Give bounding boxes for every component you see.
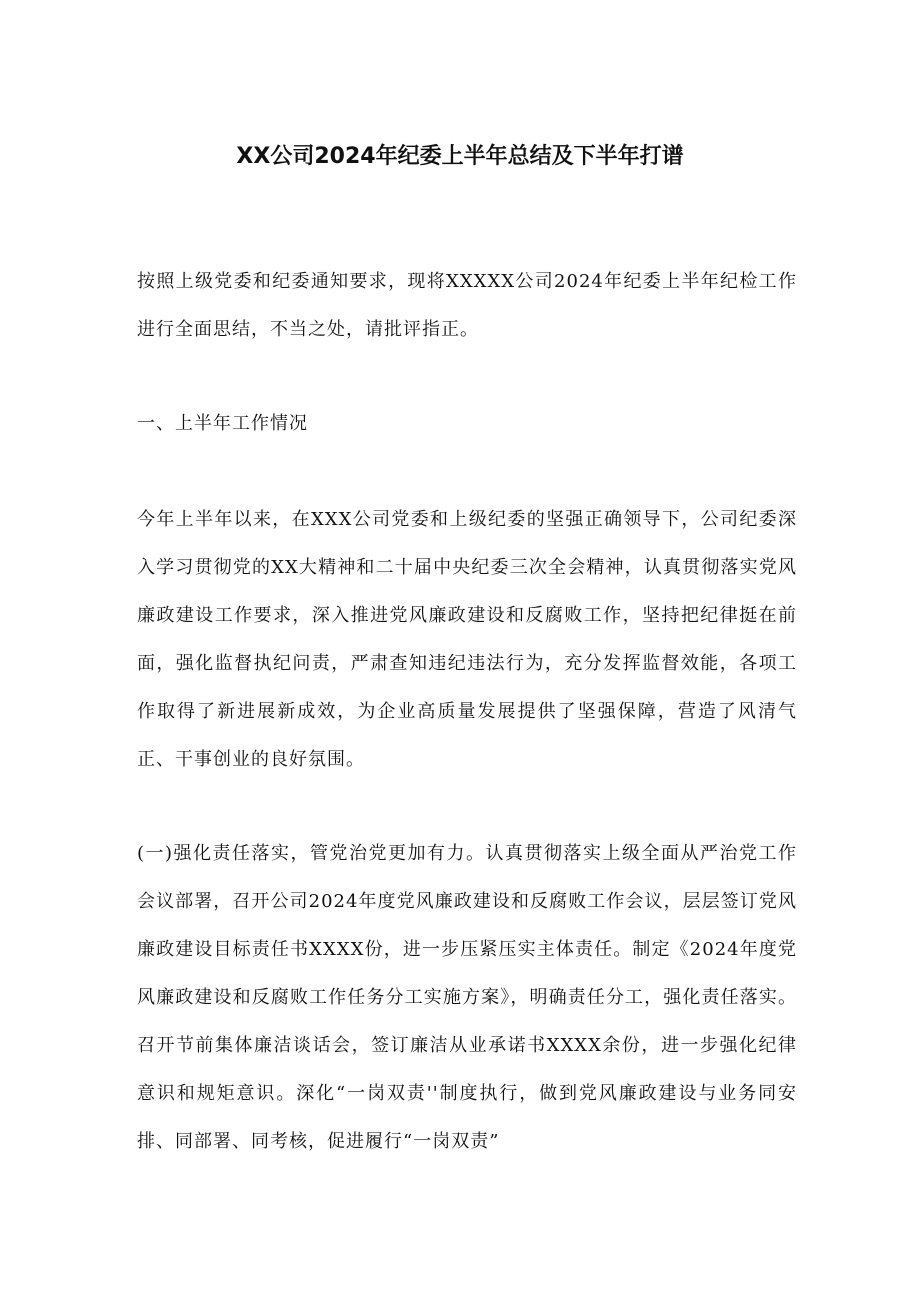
intro-paragraph: 按照上级党委和纪委通知要求，现将XXXXX公司2024年纪委上半年纪检工作进行全面思结，不当之处，请批评指正。 xyxy=(137,271,797,340)
item-1-paragraph: (一)强化责任落实，管党治党更加有力。认真贯彻落实上级全面从严治党工作会议部署，召开公司2024年度党风廉政建设和反腐败工作会议，层层签订党风廉政建设目标责任书XXXX份，进一步压紧压实主体责任。制定《2024年度党风廉政建设和反腐败工作任务分工实施方案》，明确责任分工，强化责任落实。召开节前集体廉洁谈话会，签订廉洁从业承诺书XXXX余份，进一步强化纪律意识和规矩意识。深化“一岗双责''制度执行，做到党风廉政建设与业务同安排、同部署、同考核，促进履行“一岗双责” xyxy=(137,843,797,1152)
document-title: XX公司2024年纪委上半年总结及下半年打谱 xyxy=(236,144,684,169)
overview-paragraph: 今年上半年以来，在XXX公司党委和上级纪委的坚强正确领导下，公司纪委深入学习贯彻党的XX大精神和二十届中央纪委三次全会精神，认真贯彻落实党风廉政建设工作要求，深入推进党风廉政建设和反腐败工作，坚持把纪律挺在前面，强化监督执纪问责，严肃查知违纪违法行为，充分发挥监督效能，各项工作取得了新进展新成效，为企业高质量发展提供了坚强保障，营造了风清气正、干事创业的良好氛围。 xyxy=(137,509,797,770)
section-heading-first-half-work: 一、上半年工作情况 xyxy=(137,413,308,434)
